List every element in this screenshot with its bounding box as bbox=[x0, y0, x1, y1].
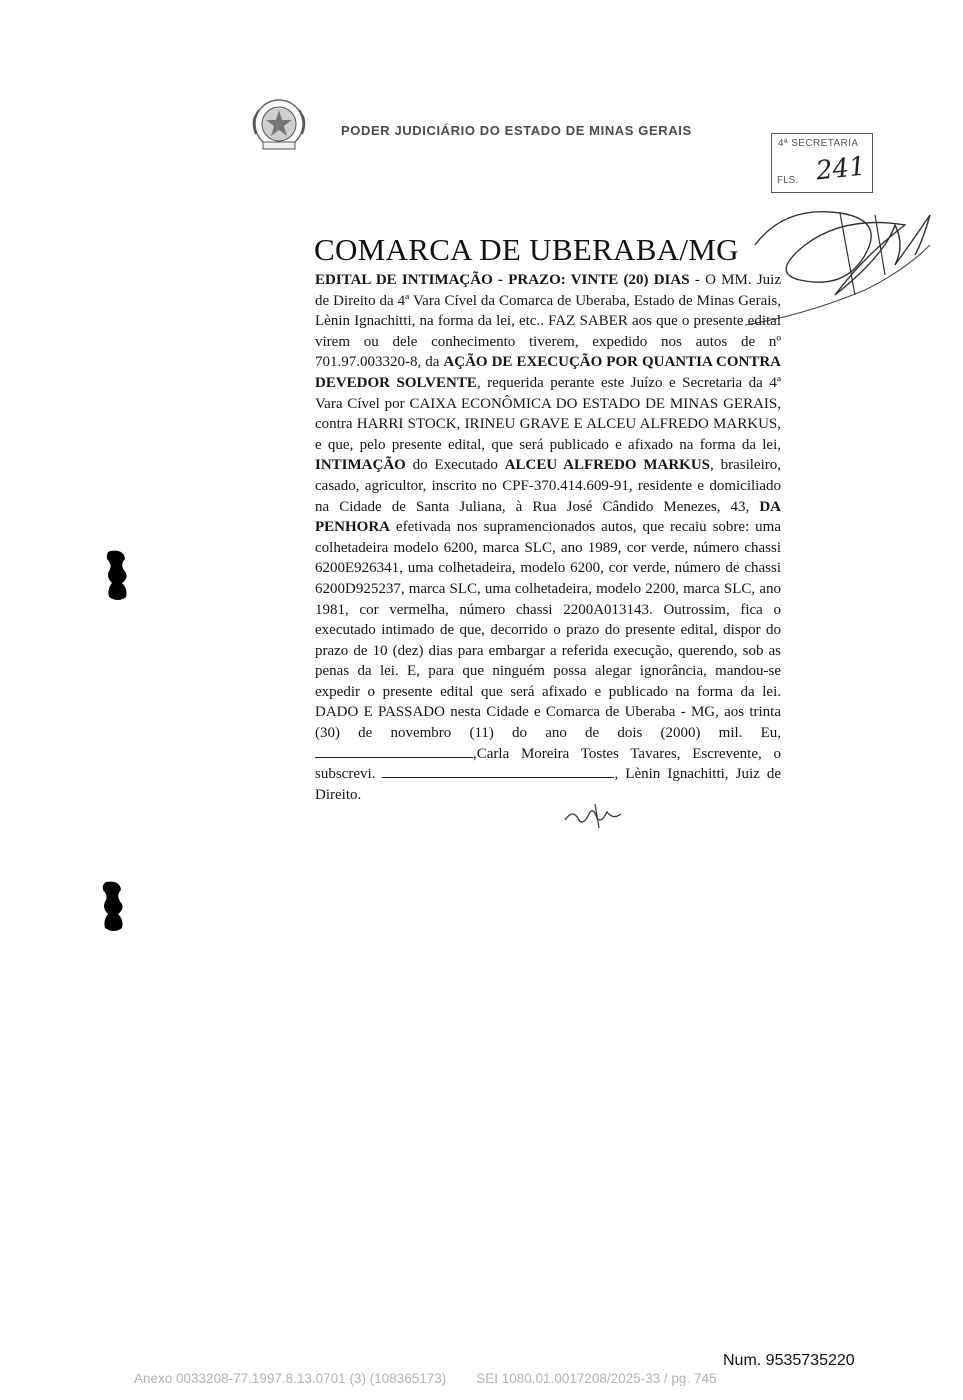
edital-body bbox=[315, 270, 781, 805]
seizure-label: DA PENHORA bbox=[315, 498, 781, 536]
court-header: PODER JUDICIÁRIO DO ESTADO DE MINAS GERAIS bbox=[341, 123, 692, 138]
edital-text: efetivada nos supramencionados autos, que recaiu sobre: uma colhetadeira modelo 6200, marca SLC, ano 1989, cor verde, número chassi 6200E926341, uma colhetadeira, modelo 6200, cor verde, número de chassi 6200D925237, marca SLC, uma colhetadeira, modelo 2200, marca SLC, ano 1981, cor vermelha, número chassi 2200A013143. Outrossim, fica o executado intimado de que, decorrido o prazo do presente edital, dispor do prazo de 10 (dez) dias para embargar a referida execução, querendo, sob as penas da lei. E, para que ninguém possa alegar ignorância, mandou-se expedir o presente edital que será afixado e publicado na forma da lei. DADO E PASSADO nesta Cidade e Comarca de Uberaba - MG, aos trinta (30) de novembro (11) do ano de dois (2000) mil. Eu, bbox=[315, 519, 781, 742]
edital-text: , brasileiro, casado, agricultor, inscrito no CPF-370.414.609-91, residente e domiciliado na Cidade de Santa Juliana, à Rua José Cândido Menezes, 43, bbox=[315, 457, 781, 515]
edital-heading: EDITAL DE INTIMAÇÃO - PRAZO: VINTE (20) DIAS bbox=[315, 272, 690, 288]
stamp-title: 4ª SECRETARIA bbox=[778, 138, 859, 149]
intimation-label: INTIMAÇÃO bbox=[315, 457, 406, 474]
stamp-page-number: 241 bbox=[814, 151, 868, 187]
clerk-signature-scribble bbox=[563, 802, 673, 830]
executed-party-name: ALCEU ALFREDO MARKUS bbox=[504, 457, 711, 474]
judge-signature-line bbox=[382, 777, 614, 778]
edital-text: , Lènin Ignachitti, Juiz de Direito. bbox=[315, 766, 781, 803]
punch-hole-mark bbox=[100, 880, 126, 932]
edital-text: ,Carla Moreira Tostes Tavares, Escrevente, o subscrevi. bbox=[315, 745, 781, 783]
clerk-signature-line bbox=[315, 757, 473, 758]
annex-reference: Anexo 0033208-77.1997.8.13.0701 (3) (108365173) SEI 1080.01.0017208/2025-33 / pg. 745 bbox=[134, 1371, 717, 1386]
edital-text: , requerida perante este Juízo e Secretaria da 4ª Vara Cível por CAIXA ECONÔMICA DO ESTADO DE MINAS GERAIS, contra HARRI STOCK, IRINEU GRAVE E ALCEU ALFREDO MARKUS, e que, pelo presente edital, que será publicado e afixado na forma da lei, bbox=[315, 374, 781, 453]
stamp-fls-label: FLS. bbox=[777, 175, 799, 186]
punch-hole-mark bbox=[104, 549, 130, 601]
document-number: Num. 9535735220 bbox=[723, 1352, 855, 1369]
coat-of-arms-icon bbox=[248, 96, 310, 154]
document-title: COMARCA DE UBERABA/MG bbox=[314, 232, 739, 267]
edital-text: do Executado bbox=[405, 457, 505, 474]
edital-text: - O MM. Juiz de Direito da 4ª Vara Cível da Comarca de Uberaba, Estado de Minas Gerais, Lènin Ignachitti, na forma da lei, etc.. FAZ SABER aos que o presente edital virem ou dele conhecimento tiverem, expedido nos autos de nº 701.97.003320-8, da bbox=[315, 272, 781, 371]
secretariat-stamp bbox=[771, 133, 873, 193]
action-type: AÇÃO DE EXECUÇÃO POR QUANTIA CONTRA DEVEDOR SOLVENTE bbox=[315, 354, 781, 391]
